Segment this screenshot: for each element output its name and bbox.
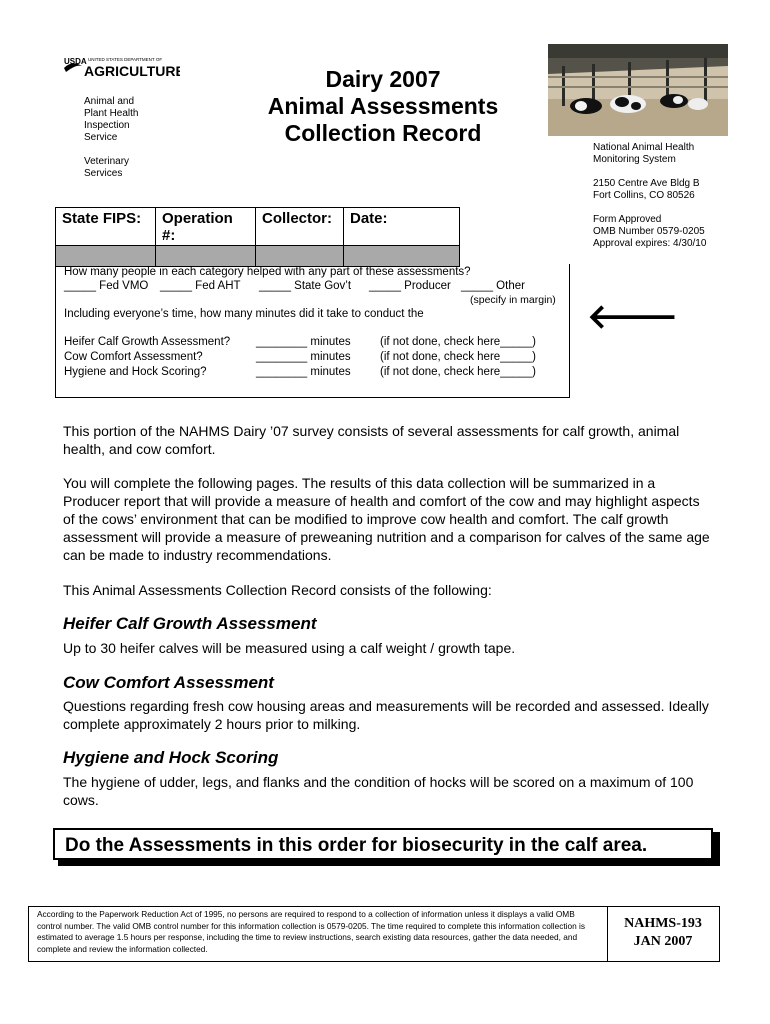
cow-comfort-minutes-label: Cow Comfort Assessment?: [64, 351, 203, 363]
help-question: How many people in each category helped with any part of these assessments?: [64, 266, 471, 278]
contents-intro: This Animal Assessments Collection Record consists of the following:: [63, 582, 492, 598]
nahms-label: National Animal Health Monitoring System: [593, 142, 695, 165]
dairy-barn-photo: [548, 44, 728, 136]
form-id-box: [607, 906, 720, 962]
collector-label: Collector:: [256, 208, 344, 245]
cow-comfort-minutes-field[interactable]: ________ minutes: [256, 351, 351, 363]
fed-aht-field[interactable]: _____ Fed AHT: [160, 280, 241, 292]
heifer-section-heading: Heifer Calf Growth Assessment: [63, 614, 317, 633]
state-govt-field[interactable]: _____ State Gov’t: [259, 280, 352, 292]
omb-approval: Form Approved OMB Number 0579-0205 Approval expires: 4/30/10: [593, 214, 707, 249]
intro-paragraph: This portion of the NAHMS Dairy ’07 survey consists of several assessments for calf growth, animal health, and cow comfort.: [63, 423, 680, 457]
hygiene-section-text: The hygiene of udder, legs, and flanks and the condition of hocks will be scored on a maximum of 100 cows.: [63, 774, 694, 808]
instructions-paragraph: You will complete the following pages. The results of this data collection will be summarized in a Producer report that will provide a measure of health and comfort of the cow and may highlight aspects of the cows’ environment that can be modified to improve cow health and comfort. The calf growth assessment will provide a measure of preweaning nutrition and a comparison for calves of the same age can be made to industry recommendations.: [63, 475, 710, 563]
title-line-1: Dairy 2007: [325, 66, 441, 92]
cow-comfort-section-text: Questions regarding fresh cow housing areas and measurements will be recorded and assessed. Ideally complete approximately 2 hours prior to milking.: [63, 698, 709, 732]
usda-wordmark: USDA: [64, 57, 87, 66]
usda-dept-text: UNITED STATES DEPARTMENT OF: [88, 57, 163, 62]
usda-logo-mark: [62, 54, 180, 80]
heifer-minutes-field[interactable]: ________ minutes: [256, 336, 351, 348]
title-line-2: Animal Assessments: [267, 93, 499, 119]
form-date: JAN 2007: [633, 934, 693, 949]
hygiene-section-heading: Hygiene and Hock Scoring: [63, 748, 279, 767]
minutes-question: Including everyone’s time, how many minutes did it take to conduct the: [64, 308, 424, 320]
operation-number-field[interactable]: [156, 246, 256, 266]
fed-vmo-field[interactable]: _____ Fed VMO: [64, 280, 149, 292]
usda-agriculture-text: AGRICULTURE: [84, 63, 180, 79]
state-fips-label: State FIPS:: [56, 208, 156, 245]
heifer-minutes-label: Heifer Calf Growth Assessment?: [64, 336, 231, 348]
vet-services: Veterinary Services: [84, 156, 130, 179]
heifer-section-text: Up to 30 heifer calves will be measured using a calf weight / growth tape.: [63, 640, 516, 656]
usda-logo: [62, 54, 180, 80]
other-field[interactable]: _____ Other: [461, 280, 525, 292]
hygiene-not-done-check[interactable]: (if not done, check here_____): [380, 366, 536, 378]
hygiene-minutes-field[interactable]: ________ minutes: [256, 366, 351, 378]
form-number: NAHMS-193: [624, 916, 702, 931]
operation-number-label: Operation #:: [156, 208, 256, 245]
cow-comfort-section-heading: Cow Comfort Assessment: [63, 673, 274, 692]
heifer-not-done-check[interactable]: (if not done, check here_____): [380, 336, 536, 348]
hygiene-minutes-label: Hygiene and Hock Scoring?: [64, 366, 207, 378]
state-fips-field[interactable]: [56, 246, 156, 266]
date-field[interactable]: [344, 246, 459, 266]
producer-field[interactable]: _____ Producer: [369, 280, 451, 292]
cow-comfort-not-done-check[interactable]: (if not done, check here_____): [380, 351, 536, 363]
personnel-time-box: [55, 264, 570, 398]
nahms-address: 2150 Centre Ave Bldg B Fort Collins, CO 80526: [593, 178, 700, 201]
page-title: [258, 66, 508, 147]
agency-name: Animal and Plant Health Inspection Service: [84, 96, 139, 143]
specify-note: (specify in margin): [470, 294, 556, 306]
date-label: Date:: [350, 210, 388, 227]
left-arrow-icon: 🡐: [587, 298, 679, 336]
paperwork-reduction-notice: According to the Paperwork Reduction Act of 1995, no persons are required to respond to a collection of information unless it displays a valid OMB control number. The valid OMB control number for this information collection is 0579-0205. The time required to complete this information collection is estimated to average 1.5 hours per response, including the time to review instructions, search existing data resources, gather the data needed, and complete and review the information collected.: [28, 906, 608, 962]
respondent-id-box: [55, 207, 460, 267]
title-line-3: Collection Record: [284, 120, 482, 146]
collector-field[interactable]: [256, 246, 344, 266]
biosecurity-banner: Do the Assessments in this order for biosecurity in the calf area.: [53, 828, 713, 860]
